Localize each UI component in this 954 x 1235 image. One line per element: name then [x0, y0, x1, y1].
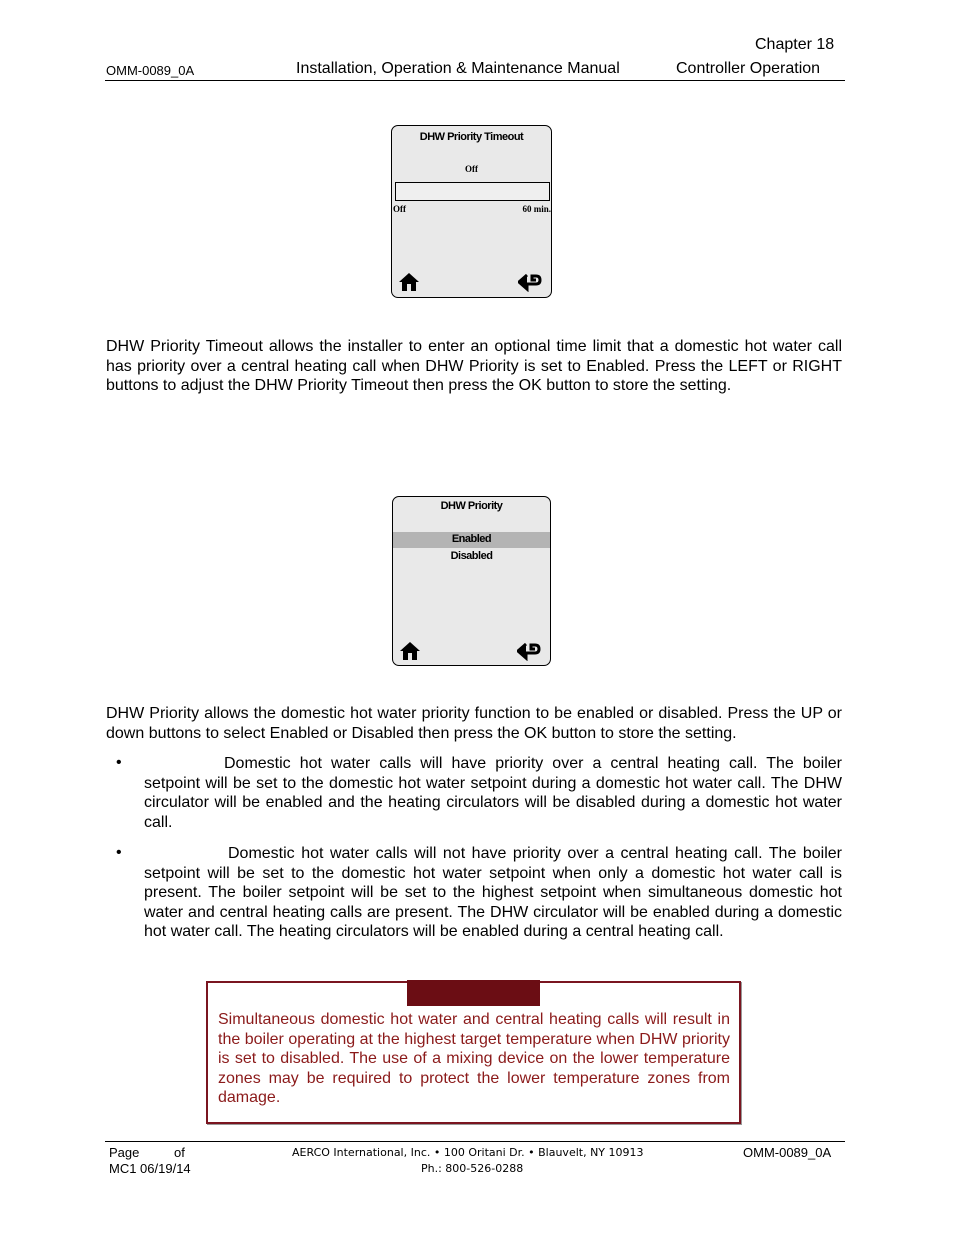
timeout-screen	[391, 125, 552, 298]
option-enabled[interactable]: Enabled	[451, 533, 492, 545]
caution-banner	[407, 980, 540, 1006]
slider-max-label: 60 min.	[522, 204, 551, 214]
bullet-dot: •	[116, 844, 122, 861]
header-doc-id: OMM-0089_0A	[106, 63, 195, 78]
home-icon[interactable]	[398, 272, 420, 292]
revision-label: MC1 06/19/14	[109, 1161, 191, 1176]
home-icon[interactable]	[399, 641, 421, 661]
caution-text: Simultaneous domestic hot water and central heating calls will result in the boiler operating at the highest target temperature when DHW priority is set to disabled. The use of a mixing device on the lower temperature zones may be required to protect the lower temperature zones from damage.	[218, 1011, 730, 1107]
company-phone: Ph.: 800-526-0288	[421, 1162, 524, 1175]
page-label: Page	[109, 1145, 140, 1160]
back-arrow-icon[interactable]	[518, 272, 544, 292]
footer-doc-id: OMM-0089_0A	[743, 1145, 832, 1160]
section-title: Controller Operation	[676, 60, 821, 77]
timeout-slider[interactable]	[395, 182, 550, 201]
timeout-description: DHW Priority Timeout allows the installer to enter an optional time limit that a domestic hot water call has priority over a central heating call when DHW Priority is set to Enabled. Press the LEFT or RIGHT buttons to adjust the DHW Priority Timeout then press the OK button to store the setting.	[106, 338, 842, 395]
header-rule	[105, 80, 845, 81]
bullet-enabled-text: Domestic hot water calls will have priority over a central heating call. The boiler setpoint will be set to the domestic hot water setpoint during a domestic hot water call. The DHW circulator will be enabled and the heating circulators will be disabled during a domestic hot water call.	[144, 755, 842, 831]
bullet-disabled-text: Domestic hot water calls will not have priority over a central heating call. The boiler setpoint will be set to the domestic hot water setpoint when only a domestic hot water call is present. The boiler setpoint will be set to the highest setpoint when simultaneous domestic hot water and central heating calls are present. The DHW circulator will be enabled during a domestic hot water call. The heating circulators will be enabled during a central heating call.	[144, 845, 842, 941]
chapter-label: Chapter 18	[755, 36, 835, 53]
slider-min-label: Off	[393, 204, 406, 214]
page-of-label: of	[174, 1145, 185, 1160]
manual-title: Installation, Operation & Maintenance Manual	[296, 60, 620, 77]
company-address: AERCO International, Inc. • 100 Oritani Dr. • Blauvelt, NY 10913	[292, 1146, 644, 1159]
screen-title: DHW Priority	[440, 500, 503, 512]
priority-screen	[392, 496, 551, 666]
bullet-dot: •	[116, 754, 122, 771]
priority-description: DHW Priority allows the domestic hot water priority function to be enabled or disabled. Press the UP or down buttons to select Enabled or Disabled then press the OK button to store the setting.	[106, 705, 842, 742]
back-arrow-icon[interactable]	[517, 641, 543, 661]
option-disabled[interactable]: Disabled	[450, 550, 493, 562]
timeout-value: Off	[465, 164, 478, 174]
screen-title: DHW Priority Timeout	[419, 131, 524, 143]
footer-rule	[105, 1141, 845, 1142]
